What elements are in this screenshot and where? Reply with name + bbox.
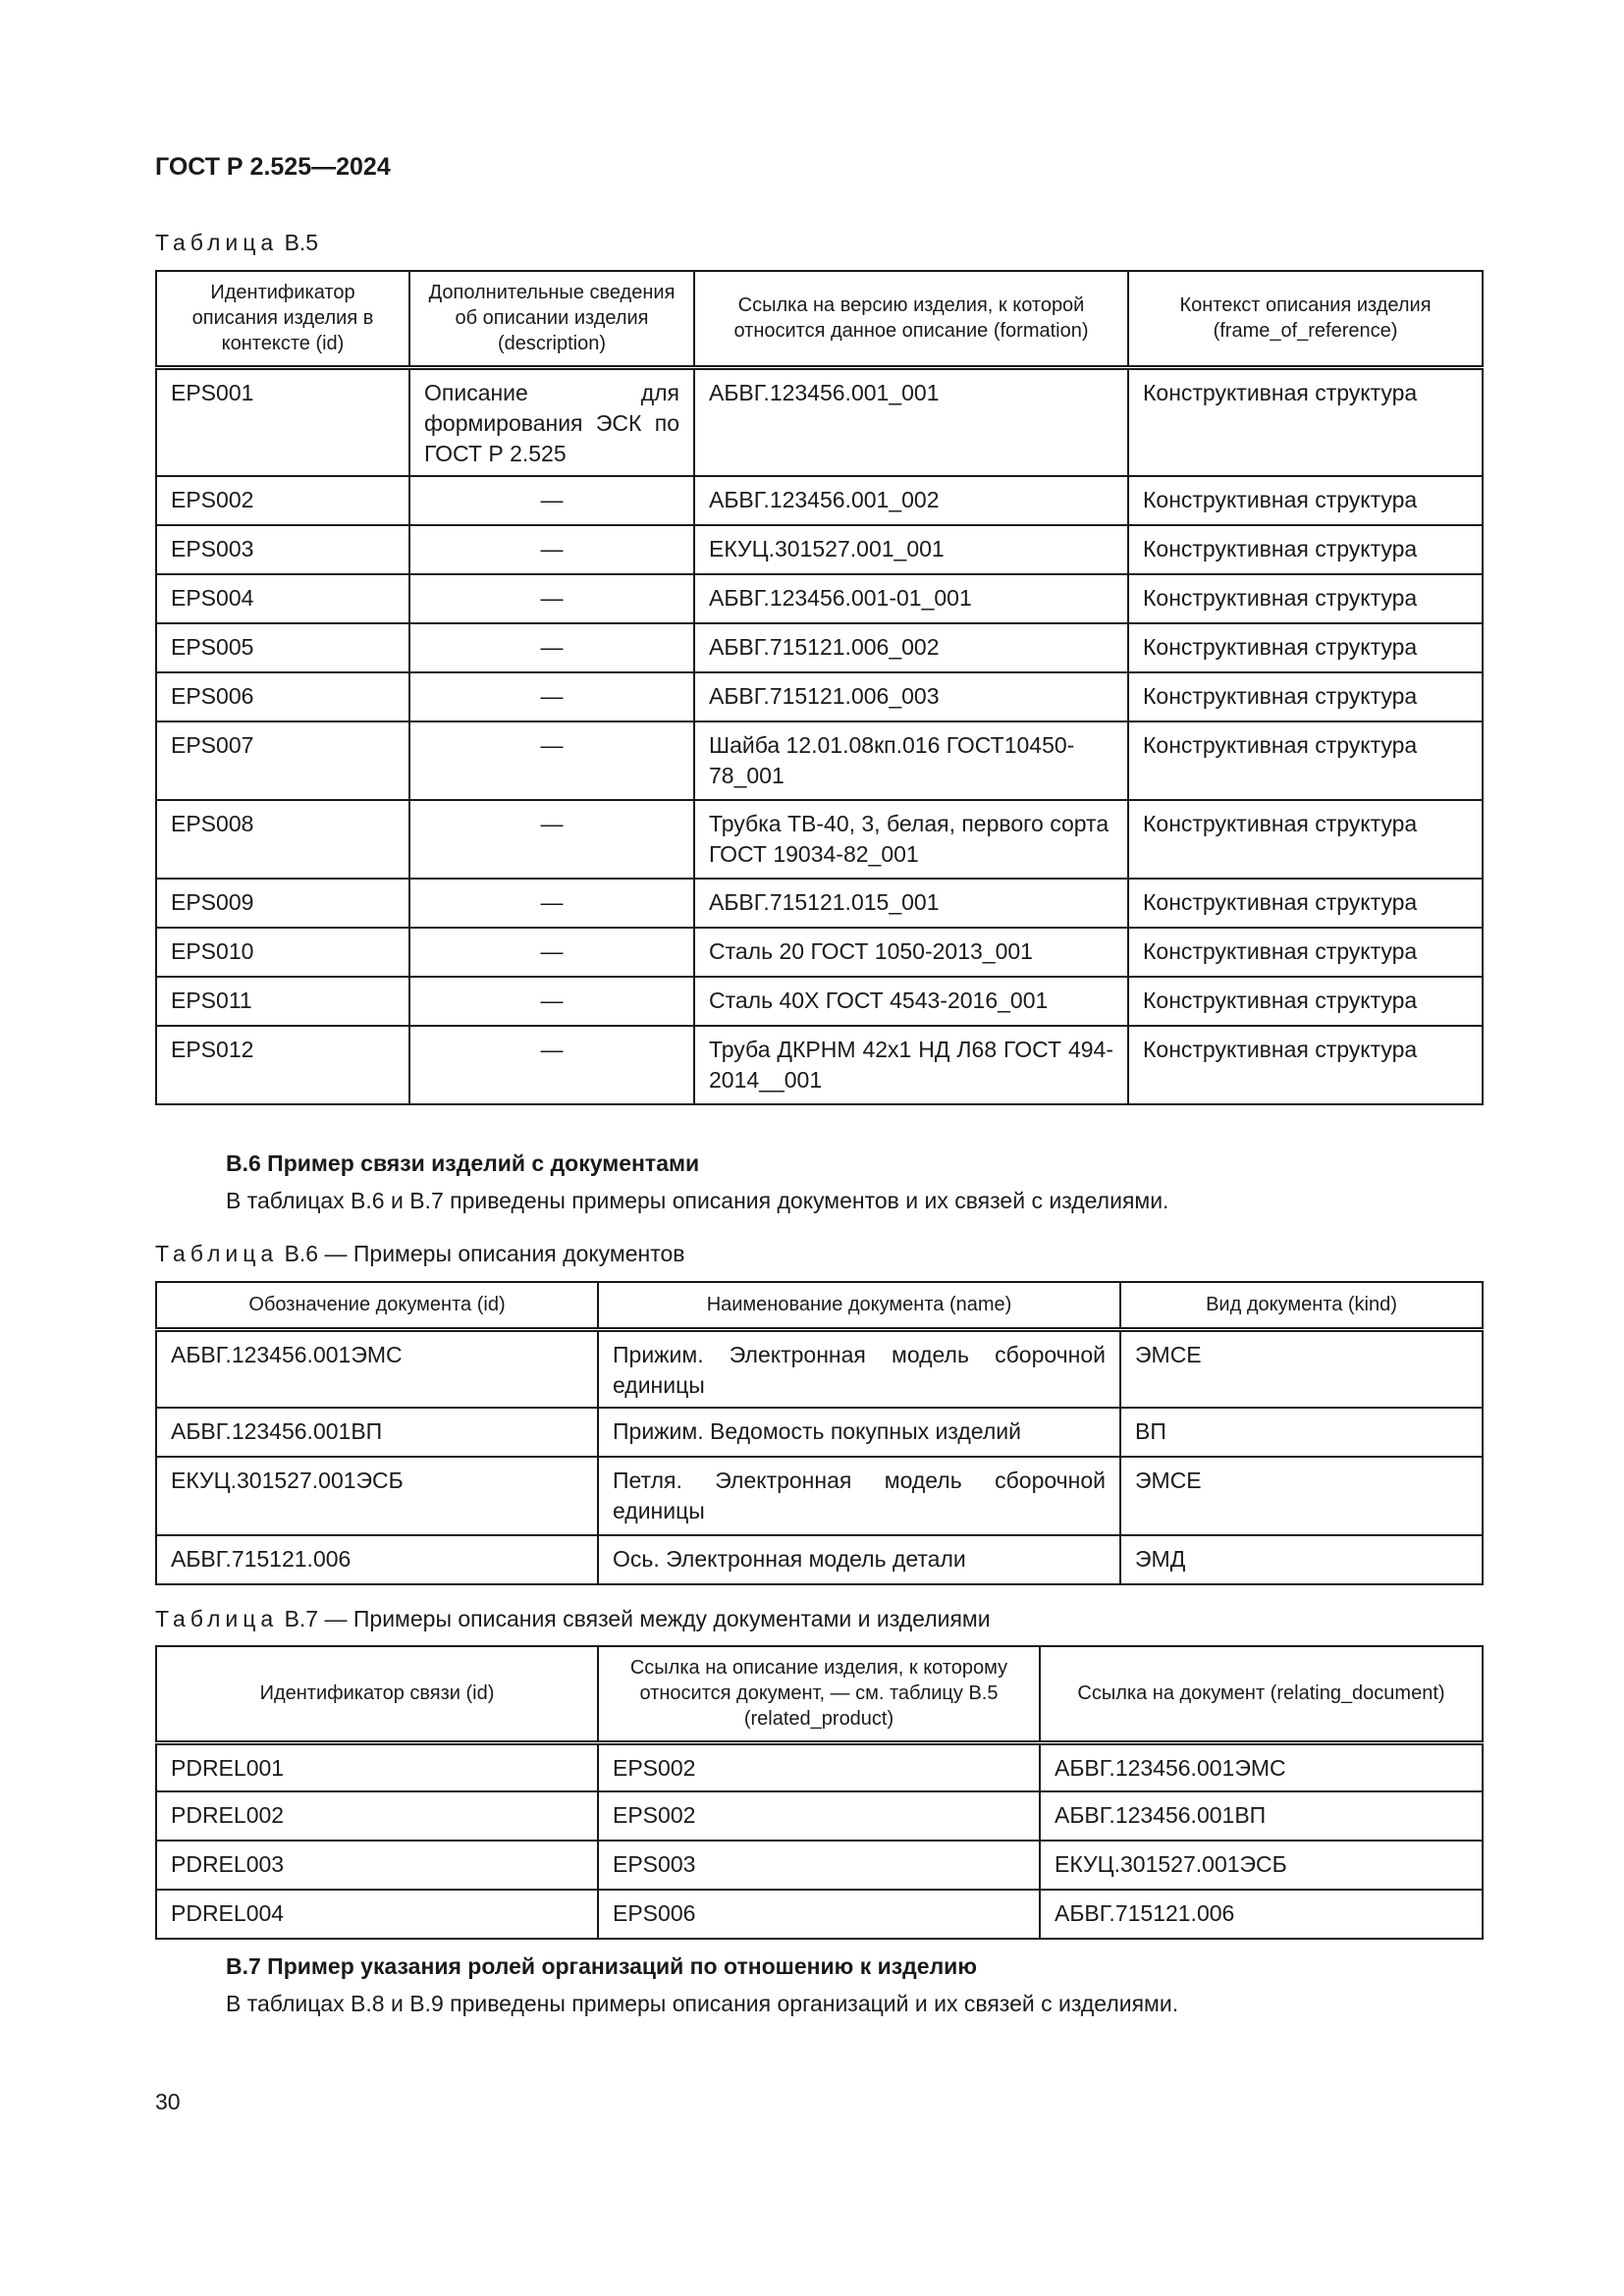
- table-cell: —: [409, 800, 694, 879]
- table-cell: ЭМСЕ: [1120, 1457, 1483, 1535]
- table-cell: EPS011: [156, 977, 409, 1026]
- table-cell: АБВГ.123456.001_001: [694, 367, 1128, 476]
- table-cell: ЕКУЦ.301527.001ЭСБ: [156, 1457, 598, 1535]
- table-b7-header-related-product: Ссылка на описание изделия, к которому относится документ, — см. таблицу В.5 (related_product): [598, 1646, 1040, 1742]
- table-row: [156, 1890, 1483, 1939]
- table-cell: EPS004: [156, 574, 409, 623]
- table-b7-caption-prefix: Таблица: [155, 1606, 279, 1631]
- table-cell: Прижим. Электронная модель сборочной единицы: [598, 1329, 1120, 1408]
- table-row: [156, 672, 1483, 721]
- table-cell: EPS002: [598, 1791, 1040, 1841]
- table-row: [156, 623, 1483, 672]
- table-cell: Шайба 12.01.08кп.016 ГОСТ10450-78_001: [694, 721, 1128, 800]
- table-b5-caption-number: В.5: [284, 230, 319, 255]
- table-b5-header-frame: Контекст описания изделия (frame_of_reference): [1128, 271, 1483, 367]
- table-cell: АБВГ.715121.006_003: [694, 672, 1128, 721]
- table-cell: Сталь 20 ГОСТ 1050-2013_001: [694, 928, 1128, 977]
- table-b7-header-relating-document: Ссылка на документ (relating_document): [1040, 1646, 1483, 1742]
- table-cell: АБВГ.123456.001ЭМС: [156, 1329, 598, 1408]
- table-b7-caption-rest: В.7 — Примеры описания связей между документами и изделиями: [284, 1606, 991, 1631]
- section-b6-title: В.6 Пример связи изделий с документами: [226, 1150, 700, 1176]
- table-cell: EPS003: [156, 525, 409, 574]
- table-cell: —: [409, 928, 694, 977]
- table-cell: EPS002: [156, 476, 409, 525]
- table-row: [156, 1408, 1483, 1457]
- table-cell: АБВГ.715121.015_001: [694, 879, 1128, 928]
- table-cell: Конструктивная структура: [1128, 800, 1483, 879]
- table-cell: —: [409, 574, 694, 623]
- table-b6-header-name: Наименование документа (name): [598, 1282, 1120, 1329]
- table-cell: —: [409, 672, 694, 721]
- table-row: [156, 721, 1483, 800]
- table-b6: [155, 1281, 1484, 1585]
- table-cell: Конструктивная структура: [1128, 879, 1483, 928]
- table-cell: EPS007: [156, 721, 409, 800]
- table-b7-header-row: [156, 1646, 1483, 1742]
- table-b6-caption-prefix: Таблица: [155, 1241, 279, 1266]
- table-cell: Петля. Электронная модель сборочной единицы: [598, 1457, 1120, 1535]
- table-cell: —: [409, 1026, 694, 1104]
- table-cell: —: [409, 879, 694, 928]
- table-cell: EPS002: [598, 1742, 1040, 1791]
- table-row: [156, 574, 1483, 623]
- table-cell: —: [409, 623, 694, 672]
- table-cell: —: [409, 476, 694, 525]
- table-cell: PDREL004: [156, 1890, 598, 1939]
- table-cell: —: [409, 525, 694, 574]
- table-cell: АБВГ.123456.001-01_001: [694, 574, 1128, 623]
- table-cell: Конструктивная структура: [1128, 476, 1483, 525]
- table-cell: EPS009: [156, 879, 409, 928]
- table-row: [156, 1026, 1483, 1104]
- table-b5-header-formation: Ссылка на версию изделия, к которой относится данное описание (formation): [694, 271, 1128, 367]
- table-cell: ВП: [1120, 1408, 1483, 1457]
- table-cell: АБВГ.715121.006_002: [694, 623, 1128, 672]
- table-cell: Ось. Электронная модель детали: [598, 1535, 1120, 1584]
- table-b7-header-id: Идентификатор связи (id): [156, 1646, 598, 1742]
- table-cell: Описание для формирования ЭСК по ГОСТ Р 2.525: [409, 367, 694, 476]
- table-b5-header-description: Дополнительные сведения об описании изделия (description): [409, 271, 694, 367]
- table-b6-header-id: Обозначение документа (id): [156, 1282, 598, 1329]
- table-cell: ЭМД: [1120, 1535, 1483, 1584]
- page-number: 30: [155, 2089, 181, 2114]
- table-row: [156, 476, 1483, 525]
- table-cell: EPS012: [156, 1026, 409, 1104]
- table-row: [156, 367, 1483, 476]
- table-cell: Прижим. Ведомость покупных изделий: [598, 1408, 1120, 1457]
- table-cell: EPS001: [156, 367, 409, 476]
- table-cell: PDREL002: [156, 1791, 598, 1841]
- table-cell: EPS010: [156, 928, 409, 977]
- table-cell: PDREL001: [156, 1742, 598, 1791]
- table-cell: Конструктивная структура: [1128, 623, 1483, 672]
- table-cell: Трубка ТВ-40, 3, белая, первого сорта ГОСТ 19034-82_001: [694, 800, 1128, 879]
- table-cell: Труба ДКРНМ 42х1 НД Л68 ГОСТ 494-2014__001: [694, 1026, 1128, 1104]
- table-cell: АБВГ.715121.006: [156, 1535, 598, 1584]
- table-cell: EPS008: [156, 800, 409, 879]
- table-cell: АБВГ.123456.001ВП: [1040, 1791, 1483, 1841]
- table-cell: Конструктивная структура: [1128, 928, 1483, 977]
- table-cell: Конструктивная структура: [1128, 1026, 1483, 1104]
- table-row: [156, 1791, 1483, 1841]
- table-cell: —: [409, 721, 694, 800]
- table-row: [156, 525, 1483, 574]
- table-b6-caption: [155, 1241, 685, 1267]
- section-b6-text: В таблицах В.6 и В.7 приведены примеры описания документов и их связей с изделиями.: [226, 1188, 1169, 1213]
- table-row: [156, 1841, 1483, 1890]
- table-row: [156, 879, 1483, 928]
- table-cell: ЕКУЦ.301527.001_001: [694, 525, 1128, 574]
- table-cell: АБВГ.123456.001_002: [694, 476, 1128, 525]
- table-cell: EPS006: [598, 1890, 1040, 1939]
- table-b5-caption: [155, 230, 318, 256]
- table-cell: Конструктивная структура: [1128, 525, 1483, 574]
- table-row: [156, 1457, 1483, 1535]
- table-row: [156, 1742, 1483, 1791]
- table-cell: —: [409, 977, 694, 1026]
- table-cell: ЭМСЕ: [1120, 1329, 1483, 1408]
- table-b5-caption-prefix: Таблица: [155, 230, 279, 255]
- table-cell: Конструктивная структура: [1128, 672, 1483, 721]
- table-cell: Конструктивная структура: [1128, 574, 1483, 623]
- table-b5: [155, 270, 1484, 1105]
- table-cell: Сталь 40Х ГОСТ 4543-2016_001: [694, 977, 1128, 1026]
- table-cell: PDREL003: [156, 1841, 598, 1890]
- table-b7-caption: [155, 1606, 991, 1632]
- table-b5-header-id: Идентификатор описания изделия в контексте (id): [156, 271, 409, 367]
- document-header: ГОСТ Р 2.525—2024: [155, 153, 391, 181]
- table-row: [156, 928, 1483, 977]
- table-b7: [155, 1645, 1484, 1940]
- table-b6-header-kind: Вид документа (kind): [1120, 1282, 1483, 1329]
- table-cell: ЕКУЦ.301527.001ЭСБ: [1040, 1841, 1483, 1890]
- table-row: [156, 800, 1483, 879]
- table-row: [156, 977, 1483, 1026]
- table-cell: АБВГ.123456.001ВП: [156, 1408, 598, 1457]
- table-cell: EPS003: [598, 1841, 1040, 1890]
- table-cell: АБВГ.715121.006: [1040, 1890, 1483, 1939]
- table-cell: Конструктивная структура: [1128, 977, 1483, 1026]
- table-b6-header-row: [156, 1282, 1483, 1329]
- table-row: [156, 1329, 1483, 1408]
- table-cell: EPS005: [156, 623, 409, 672]
- section-b7-text: В таблицах В.8 и В.9 приведены примеры описания организаций и их связей с изделиями.: [226, 1991, 1179, 2016]
- table-row: [156, 1535, 1483, 1584]
- table-b6-caption-rest: В.6 — Примеры описания документов: [284, 1241, 685, 1266]
- table-cell: Конструктивная структура: [1128, 367, 1483, 476]
- table-b5-header-row: [156, 271, 1483, 367]
- section-b7-title: В.7 Пример указания ролей организаций по отношению к изделию: [226, 1953, 977, 1979]
- table-cell: АБВГ.123456.001ЭМС: [1040, 1742, 1483, 1791]
- table-cell: EPS006: [156, 672, 409, 721]
- table-cell: Конструктивная структура: [1128, 721, 1483, 800]
